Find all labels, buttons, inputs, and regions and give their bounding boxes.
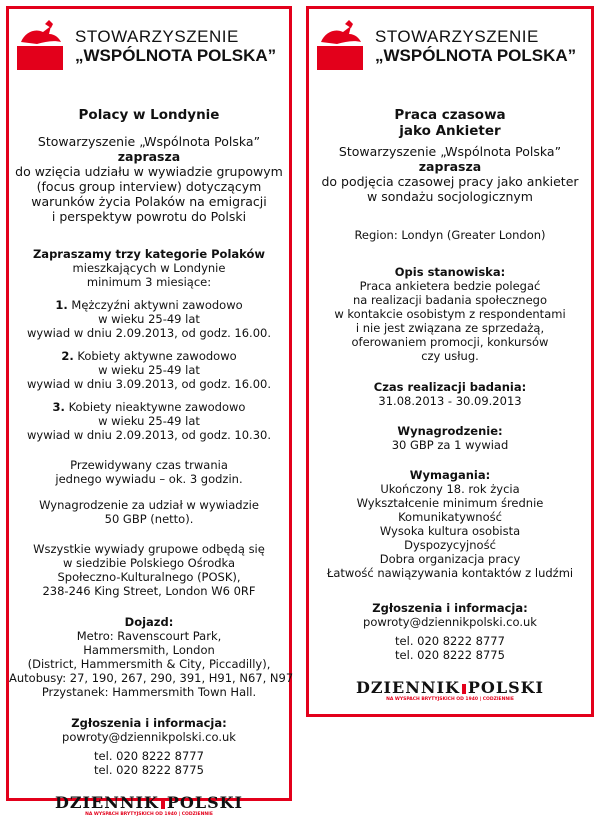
job-line: i nie jest związana ze sprzedażą,	[355, 321, 545, 335]
period-heading: Czas realizacji badania:	[373, 380, 527, 394]
intro	[9, 134, 289, 224]
contact	[9, 716, 289, 777]
payment	[9, 498, 289, 526]
flyer-title-line: Praca czasowa	[394, 107, 506, 123]
group-date: wywiad w dniu 2.09.2013, od godz. 10.30.	[27, 428, 271, 442]
requirement-item: Komunikatywność	[398, 510, 502, 524]
group-date: wywiad w dniu 3.09.2013, od godz. 16.00.	[27, 377, 271, 391]
requirement-item: Łatwość nawiązywania kontaktów z ludźmi	[326, 566, 574, 580]
eagle-flag-icon	[317, 20, 363, 70]
requirements-heading: Wymagania:	[409, 468, 491, 482]
contact-heading: Zgłoszenia i informacja:	[372, 601, 528, 615]
org-name-line2: „WSPÓLNOTA POLSKA”	[375, 46, 577, 65]
contact	[309, 601, 591, 662]
flyer-title-line: jako Ankieter	[399, 123, 501, 139]
venue-line: 238-246 King Street, London W6 0RF	[42, 584, 256, 598]
intro-desc-line: do wzięcia udziału w wywiadzie grupowym	[15, 164, 283, 179]
intro-desc-line: (focus group interview) dotyczącym	[36, 179, 262, 194]
newspaper-name-b: POLSKI	[166, 793, 244, 812]
intro	[309, 144, 591, 204]
region: Region: Londyn (Greater London)	[354, 228, 546, 242]
job-line: Praca ankietera bedzie polegać	[359, 279, 541, 293]
newspaper-divider	[462, 684, 466, 694]
flyer-focus-group	[6, 6, 294, 817]
salary	[309, 424, 591, 452]
contact-phone: tel. 020 8222 8775	[395, 648, 505, 662]
org-logo	[309, 9, 591, 83]
org-name-line1: STOWARZYSZENIE	[375, 27, 539, 46]
newspaper-tagline: NA WYSPACH BRYTYJSKICH OD 1940 | CODZIENNIE	[85, 812, 213, 817]
contact-heading: Zgłoszenia i informacja:	[71, 716, 227, 730]
categories	[9, 247, 289, 289]
duration	[9, 458, 289, 486]
categories-sub-line: minimum 3 miesiące:	[86, 275, 212, 289]
requirements	[309, 468, 591, 580]
intro-invites: zaprasza	[418, 159, 482, 174]
venue-line: Wszystkie wywiady grupowe odbędą się	[33, 542, 265, 556]
salary-heading: Wynagrodzenie:	[397, 424, 503, 438]
contact-email[interactable]: powroty@dziennikpolski.co.uk	[62, 730, 236, 744]
directions-line: Metro: Ravenscourt Park,	[76, 629, 222, 643]
newspaper-logo	[9, 793, 289, 819]
newspaper-tagline: NA WYSPACH BRYTYJSKICH OD 1940 | CODZIENNIE	[386, 697, 514, 702]
org-logo	[9, 9, 289, 83]
period-dates: 31.08.2013 - 30.09.2013	[378, 394, 522, 408]
contact-email[interactable]: powroty@dziennikpolski.co.uk	[363, 615, 537, 629]
group-age: w wieku 25-49 lat	[98, 312, 200, 326]
group-number: 2.	[61, 349, 74, 363]
group-age: w wieku 25-49 lat	[98, 414, 200, 428]
contact-phone: tel. 020 8222 8777	[94, 749, 204, 763]
group-2	[9, 349, 289, 391]
venue-line: w siedzibie Polskiego Ośrodka	[62, 556, 236, 570]
requirement-item: Wykształcenie minimum średnie	[356, 496, 544, 510]
group-date: wywiad w dniu 2.09.2013, od godz. 16.00.	[27, 326, 271, 340]
newspaper-logo	[309, 678, 591, 704]
intro-desc-line: do podjęcia czasowej pracy jako ankieter	[321, 174, 579, 189]
categories-sub-line: mieszkających w Londynie	[72, 261, 226, 275]
job-line: czy usług.	[421, 349, 479, 363]
intro-org: Stowarzyszenie „Wspólnota Polska”	[37, 134, 261, 149]
period	[309, 380, 591, 408]
newspaper-name-a: DZIENNIK	[54, 793, 159, 812]
newspaper-divider	[161, 799, 165, 809]
intro-desc-line: warunków życia Polaków na emigracji	[31, 194, 267, 209]
intro-invites: zaprasza	[117, 149, 181, 164]
group-title: Kobiety aktywne zawodowo	[77, 349, 237, 363]
eagle-flag-icon	[17, 20, 63, 70]
directions-line: Przystanek: Hammersmith Town Hall.	[41, 685, 257, 699]
directions-line: Hammersmith, London	[83, 643, 215, 657]
requirement-item: Dyspozycyjność	[404, 538, 496, 552]
group-3	[9, 400, 289, 442]
group-title: Kobiety nieaktywne zawodowo	[68, 400, 246, 414]
group-1	[9, 298, 289, 340]
venue-line: Społeczno-Kulturalnego (POSK),	[57, 570, 241, 584]
salary-value: 30 GBP za 1 wywiad	[391, 438, 509, 452]
group-number: 3.	[52, 400, 65, 414]
directions	[9, 615, 294, 699]
group-age: w wieku 25-49 lat	[98, 363, 200, 377]
newspaper-name-a: DZIENNIK	[355, 678, 460, 697]
group-title: Mężczyźni aktywni zawodowo	[71, 298, 243, 312]
directions-line: (District, Hammersmith & City, Piccadilly),	[27, 657, 271, 671]
flyer-title: Polacy w Londynie	[78, 107, 220, 123]
categories-heading: Zapraszamy trzy kategorie Polaków	[32, 247, 266, 261]
contact-phone: tel. 020 8222 8775	[94, 763, 204, 777]
org-name-line1: STOWARZYSZENIE	[75, 27, 239, 46]
job-line: oferowaniem promocji, konkursów	[351, 335, 549, 349]
requirement-item: Wysoka kultura osobista	[379, 524, 521, 538]
flyer-title	[309, 107, 591, 139]
job-heading: Opis stanowiska:	[394, 265, 506, 279]
payment-line: Wynagrodzenie za udział w wywiadzie	[39, 498, 259, 512]
intro-org: Stowarzyszenie „Wspólnota Polska”	[338, 144, 562, 159]
job-description	[309, 265, 591, 363]
requirement-item: Dobra organizacja pracy	[379, 552, 521, 566]
directions-line: Autobusy: 27, 190, 267, 290, 391, H91, N67, N97	[9, 671, 294, 685]
duration-line: jednego wywiadu – ok. 3 godzin.	[55, 472, 243, 486]
requirement-item: Ukończony 18. rok życia	[380, 482, 520, 496]
payment-line: 50 GBP (netto).	[104, 512, 194, 526]
job-line: w kontakcie osobistym z respondentami	[334, 307, 566, 321]
job-line: na realizacji badania społecznego	[352, 293, 548, 307]
newspaper-name-b: POLSKI	[467, 678, 545, 697]
org-name-line2: „WSPÓLNOTA POLSKA”	[75, 46, 277, 65]
directions-heading: Dojazd:	[124, 615, 174, 629]
contact-phone: tel. 020 8222 8777	[395, 634, 505, 648]
duration-line: Przewidywany czas trwania	[70, 458, 228, 472]
intro-desc-line: i perspektyw powrotu do Polski	[51, 209, 247, 224]
venue	[9, 542, 289, 598]
intro-desc-line: w sondażu socjologicznym	[367, 189, 533, 204]
group-number: 1.	[55, 298, 68, 312]
flyer-job-interviewer	[306, 6, 594, 717]
